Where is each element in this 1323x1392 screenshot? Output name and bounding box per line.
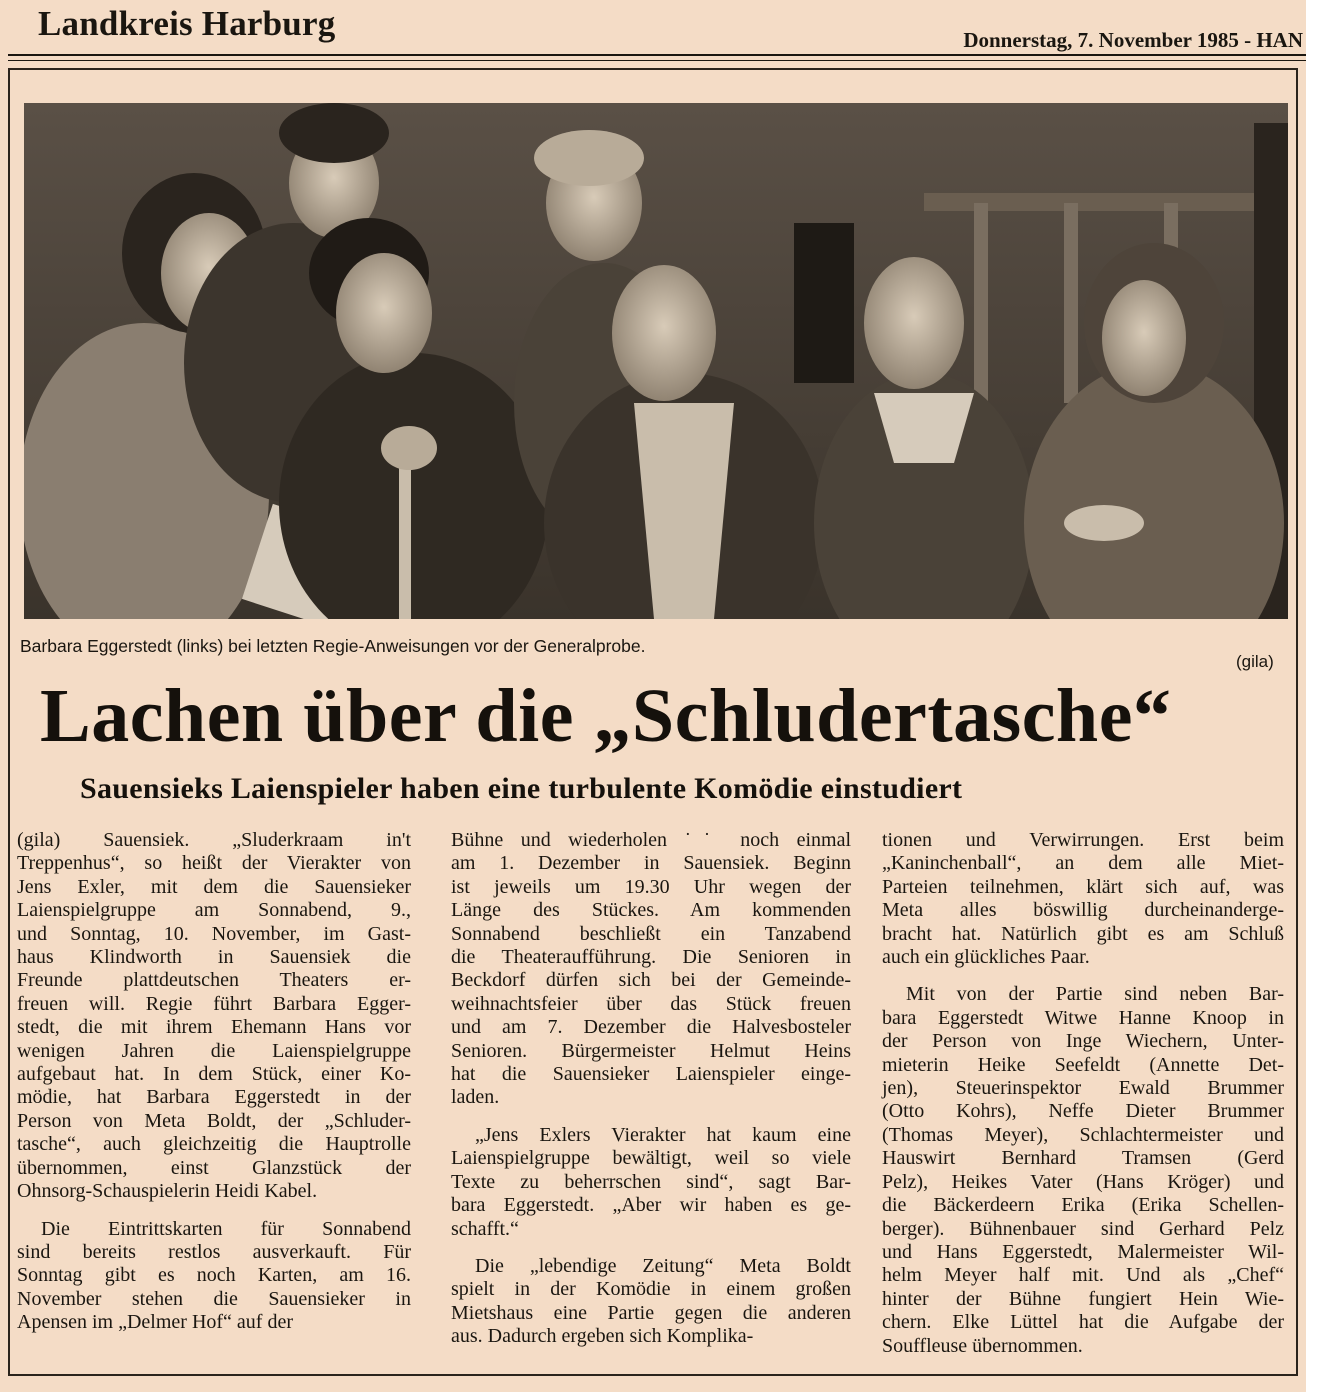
article-line: spielt in der Komödie in einem großen	[451, 1278, 851, 1301]
article-line: Souffleuse übernommen.	[882, 1334, 1083, 1357]
article-line: Meta alles böswillig durcheinanderge-	[882, 899, 1284, 922]
article-line: Parteien teilnehmen, klärt sich auf, was	[882, 875, 1284, 898]
article-line: Die Eintrittskarten für Sonnabend	[41, 1217, 411, 1240]
paragraph-gap	[882, 969, 1284, 983]
article-paragraph	[17, 1218, 411, 1335]
article-line: Sonntag gibt es noch Karten, am 16.	[17, 1264, 411, 1287]
article-line: aufgebaut hat. In dem Stück, einer Ko-	[17, 1063, 411, 1086]
article-line: haus Klindworth in Sauensiek die	[17, 946, 411, 969]
dateline: Donnerstag, 7. November 1985 - HAN	[963, 28, 1303, 52]
article-line: Mit von der Partie sind neben Bar-	[906, 983, 1284, 1006]
article-line: freuen will. Regie führt Barbara Egger-	[17, 992, 411, 1015]
article-line: hinter der Bühne fungiert Hein Wie-	[882, 1287, 1284, 1310]
article-paragraph	[451, 1255, 851, 1349]
article-column-1	[17, 829, 411, 1335]
article-line: die Bäckerdeern Erika (Erika Schellen-	[882, 1194, 1284, 1217]
article-line: übernommen, einst Glanzstück der	[17, 1156, 411, 1179]
article-line: hat die Sauensieker Laienspieler einge-	[451, 1063, 851, 1086]
article-line: „Jens Exlers Vierakter hat kaum eine	[475, 1123, 851, 1146]
article-line: Die „lebendige Zeitung“ Meta Boldt	[475, 1254, 851, 1277]
article-line: bracht hat. Natürlich gibt es am Schluß	[882, 922, 1284, 945]
article-line: tionen und Verwirrungen. Erst beim	[882, 829, 1284, 851]
article-paragraph	[882, 829, 1284, 969]
photo-credit: (gila)	[1236, 652, 1274, 671]
article-line: und Sonntag, 10. November, im Gast-	[17, 922, 411, 945]
article-line: Pelz), Heikes Vater (Hans Kröger) und	[882, 1170, 1284, 1193]
article-line: (Thomas Meyer), Schlachtermeister und	[882, 1123, 1284, 1146]
masthead-rule	[8, 54, 1306, 56]
group-photo	[24, 103, 1288, 619]
masthead-rule-thin	[8, 60, 1306, 61]
article-line: bara Eggerstedt Witwe Hanne Knoop in	[882, 1006, 1284, 1029]
paragraph-gap	[451, 1110, 851, 1124]
article-line: Laienspielgruppe am Sonnabend, 9.,	[17, 899, 411, 922]
article-line: die Theateraufführung. Die Senioren in	[451, 946, 851, 969]
article-line: bara Eggerstedt. „Aber wir haben es ge-	[451, 1194, 851, 1217]
paragraph-gap	[451, 1241, 851, 1255]
article-line: mieterin Heike Seefeldt (Annette Det-	[882, 1053, 1284, 1076]
article-line: Sonnabend beschließt ein Tanzabend	[451, 922, 851, 945]
paragraph-gap	[17, 1204, 411, 1218]
article-line: schafft.“	[451, 1217, 519, 1240]
article-line: Hauswirt Bernhard Tramsen (Gerd	[882, 1147, 1284, 1170]
article-line: ist jeweils um 19.30 Uhr wegen der	[451, 875, 851, 898]
article-line: „Kaninchenball“, an dem alle Miet-	[882, 852, 1284, 875]
article-line: wenigen Jahren die Laienspielgruppe	[17, 1039, 411, 1062]
article-line: und Hans Eggerstedt, Malermeister Wil-	[882, 1240, 1284, 1263]
article-paragraph	[451, 1124, 851, 1241]
article-line: tasche“, auch gleichzeitig die Hauptrolle	[17, 1133, 411, 1156]
photo-image	[24, 103, 1288, 619]
article-line: mödie, hat Barbara Eggerstedt in der	[17, 1086, 411, 1109]
article-paragraph	[882, 983, 1284, 1358]
article-line: (Otto Kohrs), Neffe Dieter Brummer	[882, 1100, 1284, 1123]
article-column-3	[882, 829, 1284, 1358]
section-title: Landkreis Harburg	[38, 4, 336, 43]
article-line: (gila) Sauensiek. „Sluderkraam in't	[17, 829, 411, 851]
article-line: und am 7. Dezember die Halvesbosteler	[451, 1016, 851, 1039]
article-line: Länge des Stückes. Am kommenden	[451, 899, 851, 922]
article-line: Person von Meta Boldt, der „Schluder-	[17, 1109, 411, 1132]
article-line: Treppenhus“, so heißt der Vierakter von	[17, 852, 411, 875]
article-line: stedt, die mit ihrem Ehemann Hans vor	[17, 1016, 411, 1039]
article-line: November stehen die Sauensieker in	[17, 1287, 411, 1310]
article-line: Bühne und wiederholen ˙˙ noch einmal	[451, 829, 851, 851]
article-line: der Person von Inge Wiechern, Unter-	[882, 1030, 1284, 1053]
article-line: Beckdorf dürfen sich bei der Gemeinde-	[451, 969, 851, 992]
article-column-2	[451, 829, 851, 1349]
scan-margin	[1306, 0, 1323, 1392]
article-line: am 1. Dezember in Sauensiek. Beginn	[451, 852, 851, 875]
article-line: aus. Dadurch ergeben sich Komplika-	[451, 1325, 754, 1348]
photo-caption: Barbara Eggerstedt (links) bei letzten Regie-Anweisungen vor der Generalprobe.	[20, 636, 646, 656]
article-line: berger). Bühnenbauer sind Gerhard Pelz	[882, 1217, 1284, 1240]
article-line: Senioren. Bürgermeister Helmut Heins	[451, 1039, 851, 1062]
article-line: weihnachtsfeier über das Stück freuen	[451, 992, 851, 1015]
article-line: Jens Exler, mit dem die Sauensieker	[17, 875, 411, 898]
article-line: Texte zu beherrschen sind“, sagt Bar-	[451, 1170, 851, 1193]
article-headline: Lachen über die „Schludertasche“	[40, 674, 1172, 758]
article-line: Apensen im „Delmer Hof“ auf der	[17, 1311, 293, 1334]
article-line: jen), Steuerinspektor Ewald Brummer	[882, 1077, 1284, 1100]
article-subheadline: Sauensieks Laienspieler haben eine turbulente Komödie einstudiert	[80, 772, 963, 805]
article-line: sind bereits restlos ausverkauft. Für	[17, 1240, 411, 1263]
article-line: Mietshaus eine Partie gegen die anderen	[451, 1301, 851, 1324]
article-line: Laienspielgruppe bewältigt, weil so viele	[451, 1147, 851, 1170]
article-line: auch ein glückliches Paar.	[882, 946, 1090, 969]
article-line: laden.	[451, 1086, 500, 1109]
article-paragraph	[17, 829, 411, 1204]
article-line: Freunde plattdeutschen Theaters er-	[17, 969, 411, 992]
article-line: helm Meyer half mit. Und als „Chef“	[882, 1264, 1284, 1287]
article-paragraph	[451, 829, 851, 1110]
article-line: chern. Elke Lüttel hat die Aufgabe der	[882, 1311, 1284, 1334]
article-line: Ohnsorg-Schauspielerin Heidi Kabel.	[17, 1180, 318, 1203]
